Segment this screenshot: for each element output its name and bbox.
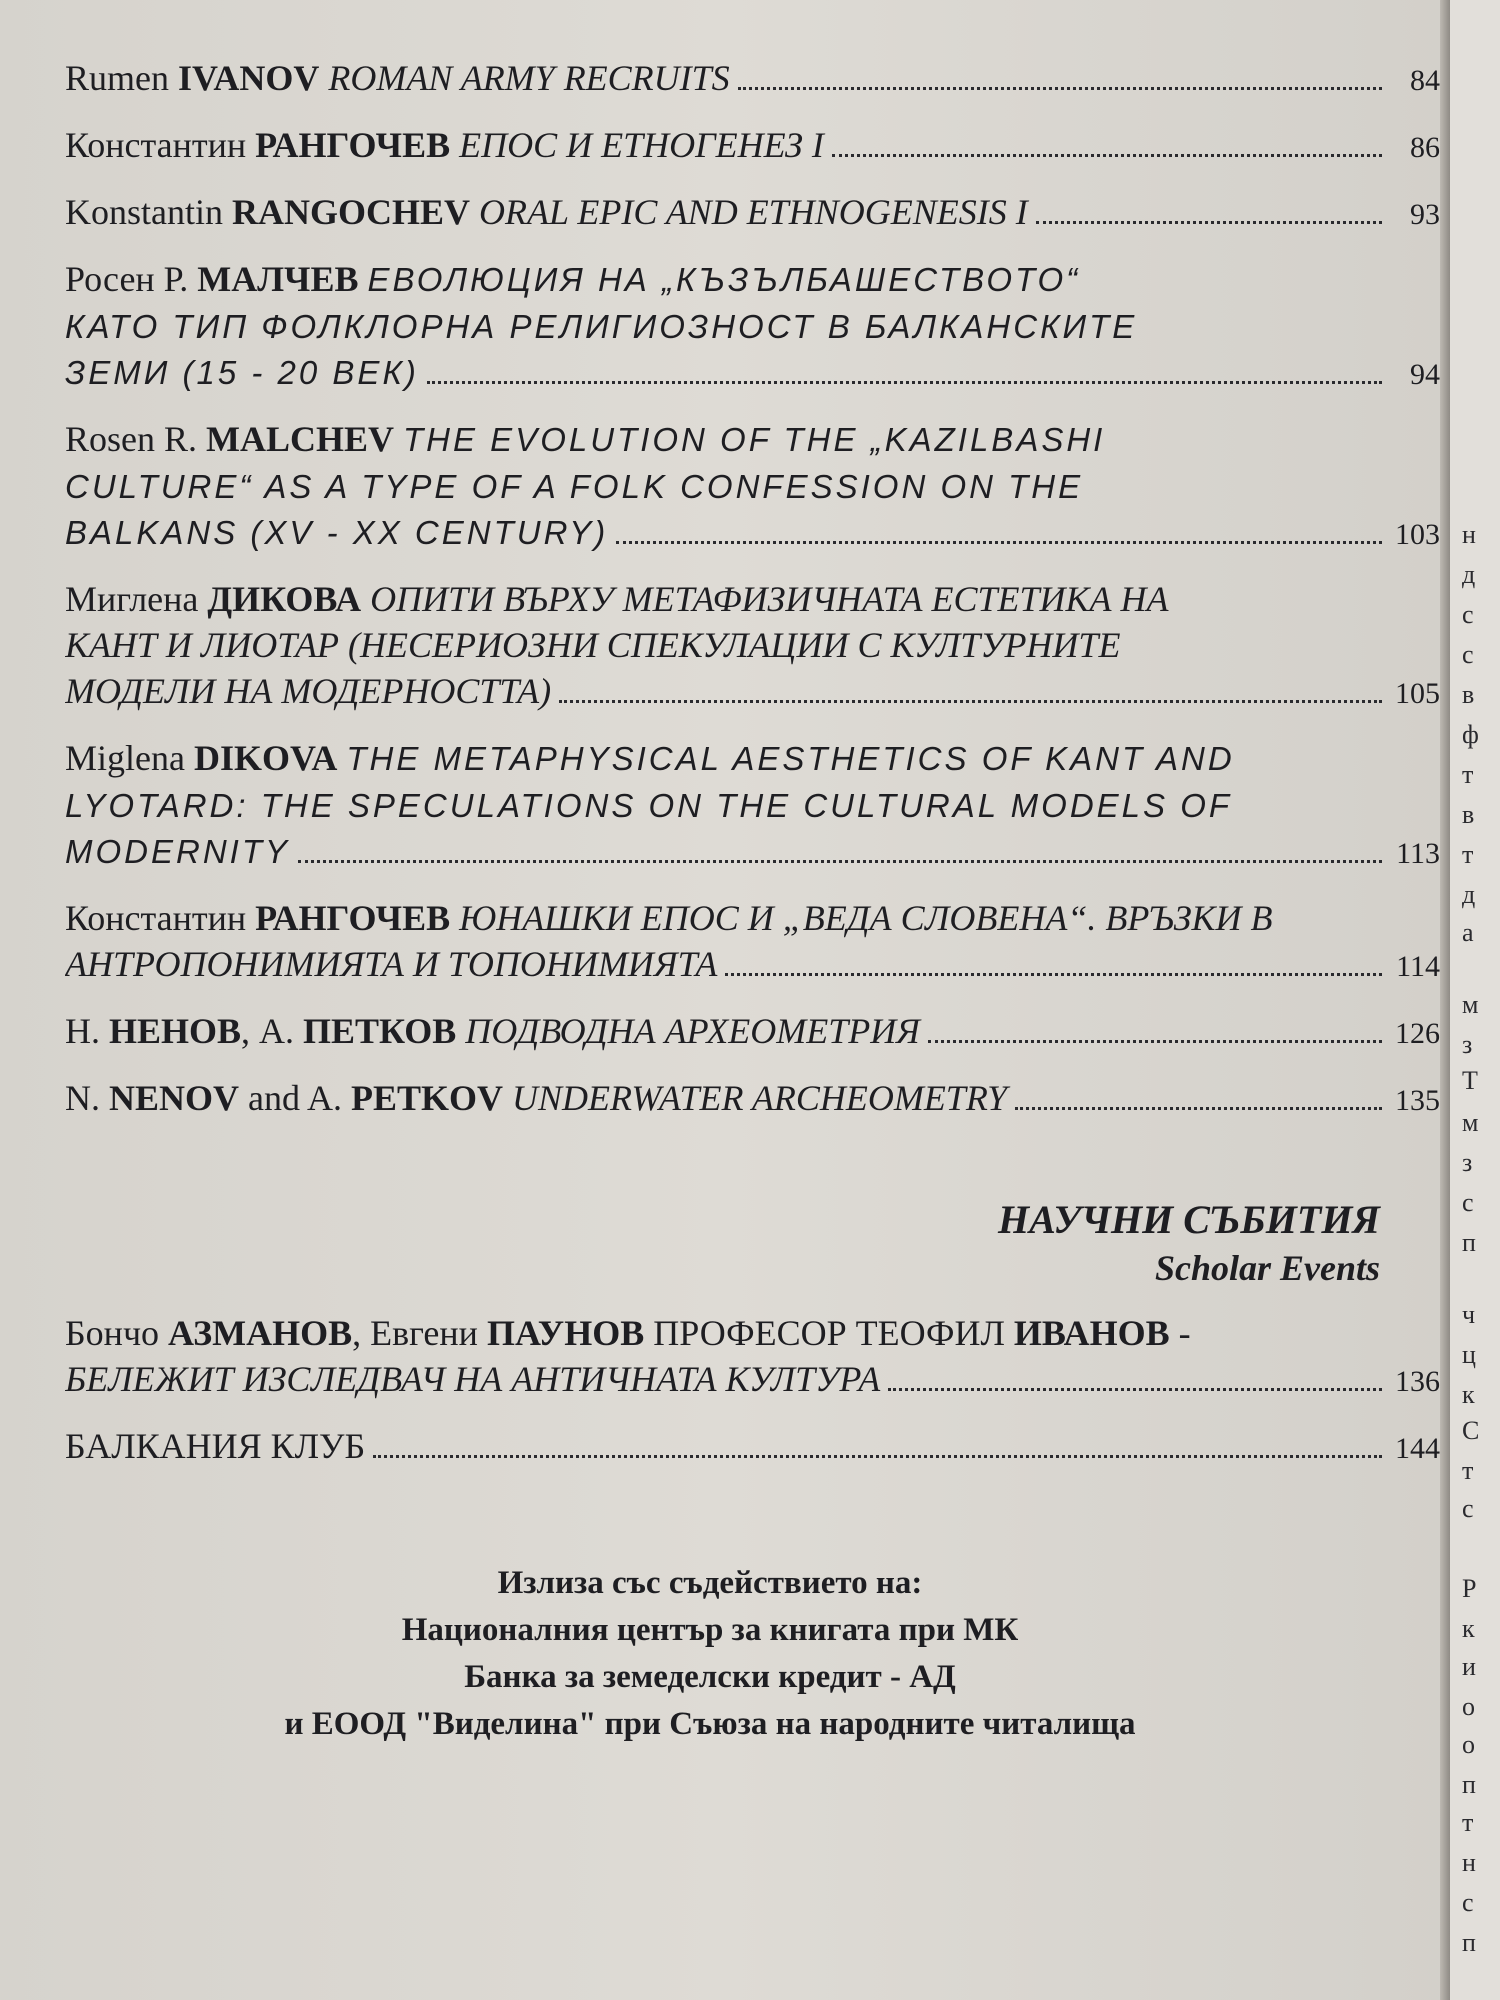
leader-dots <box>373 1455 1382 1458</box>
article-title-line: ЕВОЛЮЦИЯ НА „КЪЗЪЛБАШЕСТВОТО“ <box>367 261 1081 298</box>
adjacent-page-letter: н <box>1462 520 1476 549</box>
events-list <box>65 1310 1440 1490</box>
leader-dots <box>832 154 1382 157</box>
adjacent-page-letter: ч <box>1462 1300 1476 1329</box>
adjacent-page-letter: ф <box>1462 720 1479 749</box>
article-title-line: АНТРОПОНИМИЯТА И ТОПОНИМИЯТА <box>65 944 718 984</box>
author-last-name: РАНГОЧЕВ <box>255 125 451 165</box>
author-separator: , А. <box>241 1011 304 1051</box>
credits-line: Националния център за книгата при МК <box>401 1612 1019 1648</box>
adjacent-page-letter: п <box>1462 1770 1476 1799</box>
page-number: 105 <box>1395 677 1440 710</box>
article-title-line: CULTURE“ AS A TYPE OF A FOLK CONFESSION ON THE <box>65 468 1084 505</box>
author-last-name-2: ПЕТКОВ <box>303 1011 457 1051</box>
toc-entry <box>65 735 1440 877</box>
leader-dots <box>1015 1107 1382 1110</box>
author-separator: , Евгени <box>352 1313 487 1353</box>
page-number: 93 <box>1410 198 1440 231</box>
page-number: 114 <box>1396 950 1440 983</box>
author-last-name: NENOV <box>109 1078 240 1118</box>
section-title-en: Scholar Events <box>1154 1248 1380 1288</box>
leader-dots <box>725 973 1382 976</box>
adjacent-page-letter: в <box>1462 800 1475 829</box>
adjacent-page-letter: а <box>1462 918 1474 947</box>
toc-entry <box>65 256 1440 398</box>
adjacent-page-letter: Р <box>1462 1574 1477 1603</box>
author-first-name: Konstantin <box>65 192 223 232</box>
article-title-line: LYOTARD: THE SPECULATIONS ON THE CULTURAL MODELS OF <box>65 787 1233 824</box>
toc-entry <box>65 576 1440 717</box>
author-last-name: RANGOCHEV <box>232 192 471 232</box>
article-title-dash: - <box>1169 1313 1191 1353</box>
credits-line: и ЕООД "Виделина" при Съюза на народните читалища <box>284 1706 1136 1742</box>
article-title-line: MODERNITY <box>65 833 290 870</box>
adjacent-page-letter: в <box>1462 680 1475 709</box>
leader-dots <box>928 1040 1382 1043</box>
adjacent-page-letter: о <box>1462 1730 1475 1759</box>
adjacent-page-letter: н <box>1462 1848 1476 1877</box>
author-last-name-2: ПАУНОВ <box>486 1313 645 1353</box>
author-separator: and A. <box>239 1078 352 1118</box>
credits-block <box>260 1560 1160 1748</box>
author-first-name: Rumen <box>65 58 169 98</box>
adjacent-page-letter: и <box>1462 1652 1476 1681</box>
article-title: ПОДВОДНА АРХЕОМЕТРИЯ <box>465 1011 920 1051</box>
leader-dots <box>738 87 1382 90</box>
section-heading <box>998 1195 1380 1291</box>
leader-dots <box>427 381 1382 384</box>
page-number: 144 <box>1395 1432 1440 1465</box>
leader-dots <box>559 700 1382 703</box>
article-title: ORAL EPIC AND ETHNOGENESIS I <box>479 192 1028 232</box>
author-first-name: Rosen R. <box>65 419 198 459</box>
author-last-name-2: PETKOV <box>351 1078 504 1118</box>
adjacent-page-letter: п <box>1462 1228 1476 1257</box>
article-title: ЕПОС И ЕТНОГЕНЕЗ I <box>459 125 824 165</box>
toc-entry <box>65 189 1440 238</box>
author-last-name: АЗМАНОВ <box>168 1313 353 1353</box>
article-title-line: ЗЕМИ (15 - 20 ВЕК) <box>65 354 419 391</box>
author-last-name: DIKOVA <box>193 738 338 778</box>
author-first-name: Константин <box>65 125 247 165</box>
adjacent-page-letter: п <box>1462 1928 1476 1957</box>
adjacent-page-letter: с <box>1462 640 1474 669</box>
article-title-line: БЕЛЕЖИТ ИЗСЛЕДВАЧ НА АНТИЧНАТА КУЛТУРА <box>65 1359 881 1399</box>
adjacent-page-letter: с <box>1462 600 1474 629</box>
toc-entry <box>65 1075 1440 1124</box>
page-number: 86 <box>1410 131 1440 164</box>
credits-line: Банка за земеделски кредит - АД <box>464 1659 956 1695</box>
adjacent-page-letter: С <box>1462 1416 1480 1445</box>
article-title-line: КАНТ И ЛИОТАР (НЕСЕРИОЗНИ СПЕКУЛАЦИИ С КУЛТУРНИТЕ <box>65 625 1121 665</box>
adjacent-page-letter: т <box>1462 1808 1474 1837</box>
page-number: 84 <box>1410 64 1440 97</box>
author-last-name: МАЛЧЕВ <box>197 259 359 299</box>
author-last-name: НЕНОВ <box>109 1011 242 1051</box>
author-first-name: Бончо <box>65 1313 160 1353</box>
adjacent-page-edge <box>1450 0 1500 2000</box>
adjacent-page-letter: к <box>1462 1614 1475 1643</box>
adjacent-page-letter: м <box>1462 1108 1479 1137</box>
credits-line: Излиза със съдействието на: <box>497 1565 923 1601</box>
author-first-name: Miglena <box>65 738 185 778</box>
article-title: UNDERWATER ARCHEOMETRY <box>512 1078 1008 1118</box>
page-number: 113 <box>1396 837 1440 870</box>
toc-entry <box>65 1008 1440 1057</box>
page-number: 126 <box>1395 1017 1440 1050</box>
author-last-name: ДИКОВА <box>207 579 362 619</box>
article-title-line: BALKANS (XV - XX CENTURY) <box>65 514 609 551</box>
book-gutter <box>1440 0 1450 2000</box>
adjacent-page-letter: м <box>1462 990 1479 1019</box>
page-number: 135 <box>1395 1084 1440 1117</box>
section-title-bg: НАУЧНИ СЪБИТИЯ <box>998 1197 1380 1242</box>
article-title-line: THE EVOLUTION OF THE „KAZILBASHI <box>403 421 1106 458</box>
article-title-bold: ИВАНОВ <box>1013 1313 1170 1353</box>
adjacent-page-letter: ц <box>1462 1340 1476 1369</box>
author-last-name: MALCHEV <box>206 419 395 459</box>
article-title-line: ОПИТИ ВЪРХУ МЕТАФИЗИЧНАТА ЕСТЕТИКА НА <box>370 579 1169 619</box>
author-initial: N. <box>65 1078 109 1118</box>
adjacent-page-letter: о <box>1462 1692 1475 1721</box>
toc-entry <box>65 895 1440 990</box>
author-last-name: IVANOV <box>178 58 320 98</box>
article-title-part: ПРОФЕСОР ТЕОФИЛ <box>644 1313 1014 1353</box>
page-number: 94 <box>1410 358 1440 391</box>
page-number: 103 <box>1395 518 1440 551</box>
toc-entry <box>65 122 1440 171</box>
toc-entry <box>65 1310 1440 1405</box>
leader-dots <box>298 860 1382 863</box>
adjacent-page-letter: т <box>1462 760 1474 789</box>
author-last-name: РАНГОЧЕВ <box>255 898 451 938</box>
toc-entry <box>65 55 1440 104</box>
article-title: БАЛКАНИЯ КЛУБ <box>65 1426 366 1466</box>
adjacent-page-letter: к <box>1462 1380 1475 1409</box>
adjacent-page-letter: д <box>1462 880 1476 909</box>
adjacent-page-letter: д <box>1462 560 1476 589</box>
article-title-line: КАТО ТИП ФОЛКЛОРНА РЕЛИГИОЗНОСТ В БАЛКАНСКИТЕ <box>65 308 1138 345</box>
adjacent-page-letter: т <box>1462 1456 1474 1485</box>
adjacent-page-letter: з <box>1462 1148 1473 1177</box>
article-title: ROMAN ARMY RECRUITS <box>328 58 730 98</box>
article-title-line: МОДЕЛИ НА МОДЕРНОСТТА) <box>65 671 552 711</box>
toc-entry <box>65 416 1440 558</box>
author-first-name: Росен Р. <box>65 259 189 299</box>
adjacent-page-letter: Т <box>1462 1066 1478 1095</box>
table-of-contents <box>65 55 1440 1142</box>
author-first-name: Миглена <box>65 579 199 619</box>
adjacent-page-letter: с <box>1462 1888 1474 1917</box>
author-initial: Н. <box>65 1011 109 1051</box>
page-number: 136 <box>1395 1365 1440 1398</box>
article-title-line: THE METAPHYSICAL AESTHETICS OF KANT AND <box>346 740 1235 777</box>
adjacent-page-letter: з <box>1462 1030 1473 1059</box>
leader-dots <box>616 541 1382 544</box>
adjacent-page-letter: т <box>1462 840 1474 869</box>
leader-dots <box>888 1388 1382 1391</box>
adjacent-page-letter: с <box>1462 1188 1474 1217</box>
toc-entry <box>65 1423 1440 1472</box>
leader-dots <box>1036 221 1382 224</box>
adjacent-page-letter: с <box>1462 1494 1474 1523</box>
author-first-name: Константин <box>65 898 247 938</box>
article-title-line: ЮНАШКИ ЕПОС И „ВЕДА СЛОВЕНА“. ВРЪЗКИ В <box>459 898 1273 938</box>
